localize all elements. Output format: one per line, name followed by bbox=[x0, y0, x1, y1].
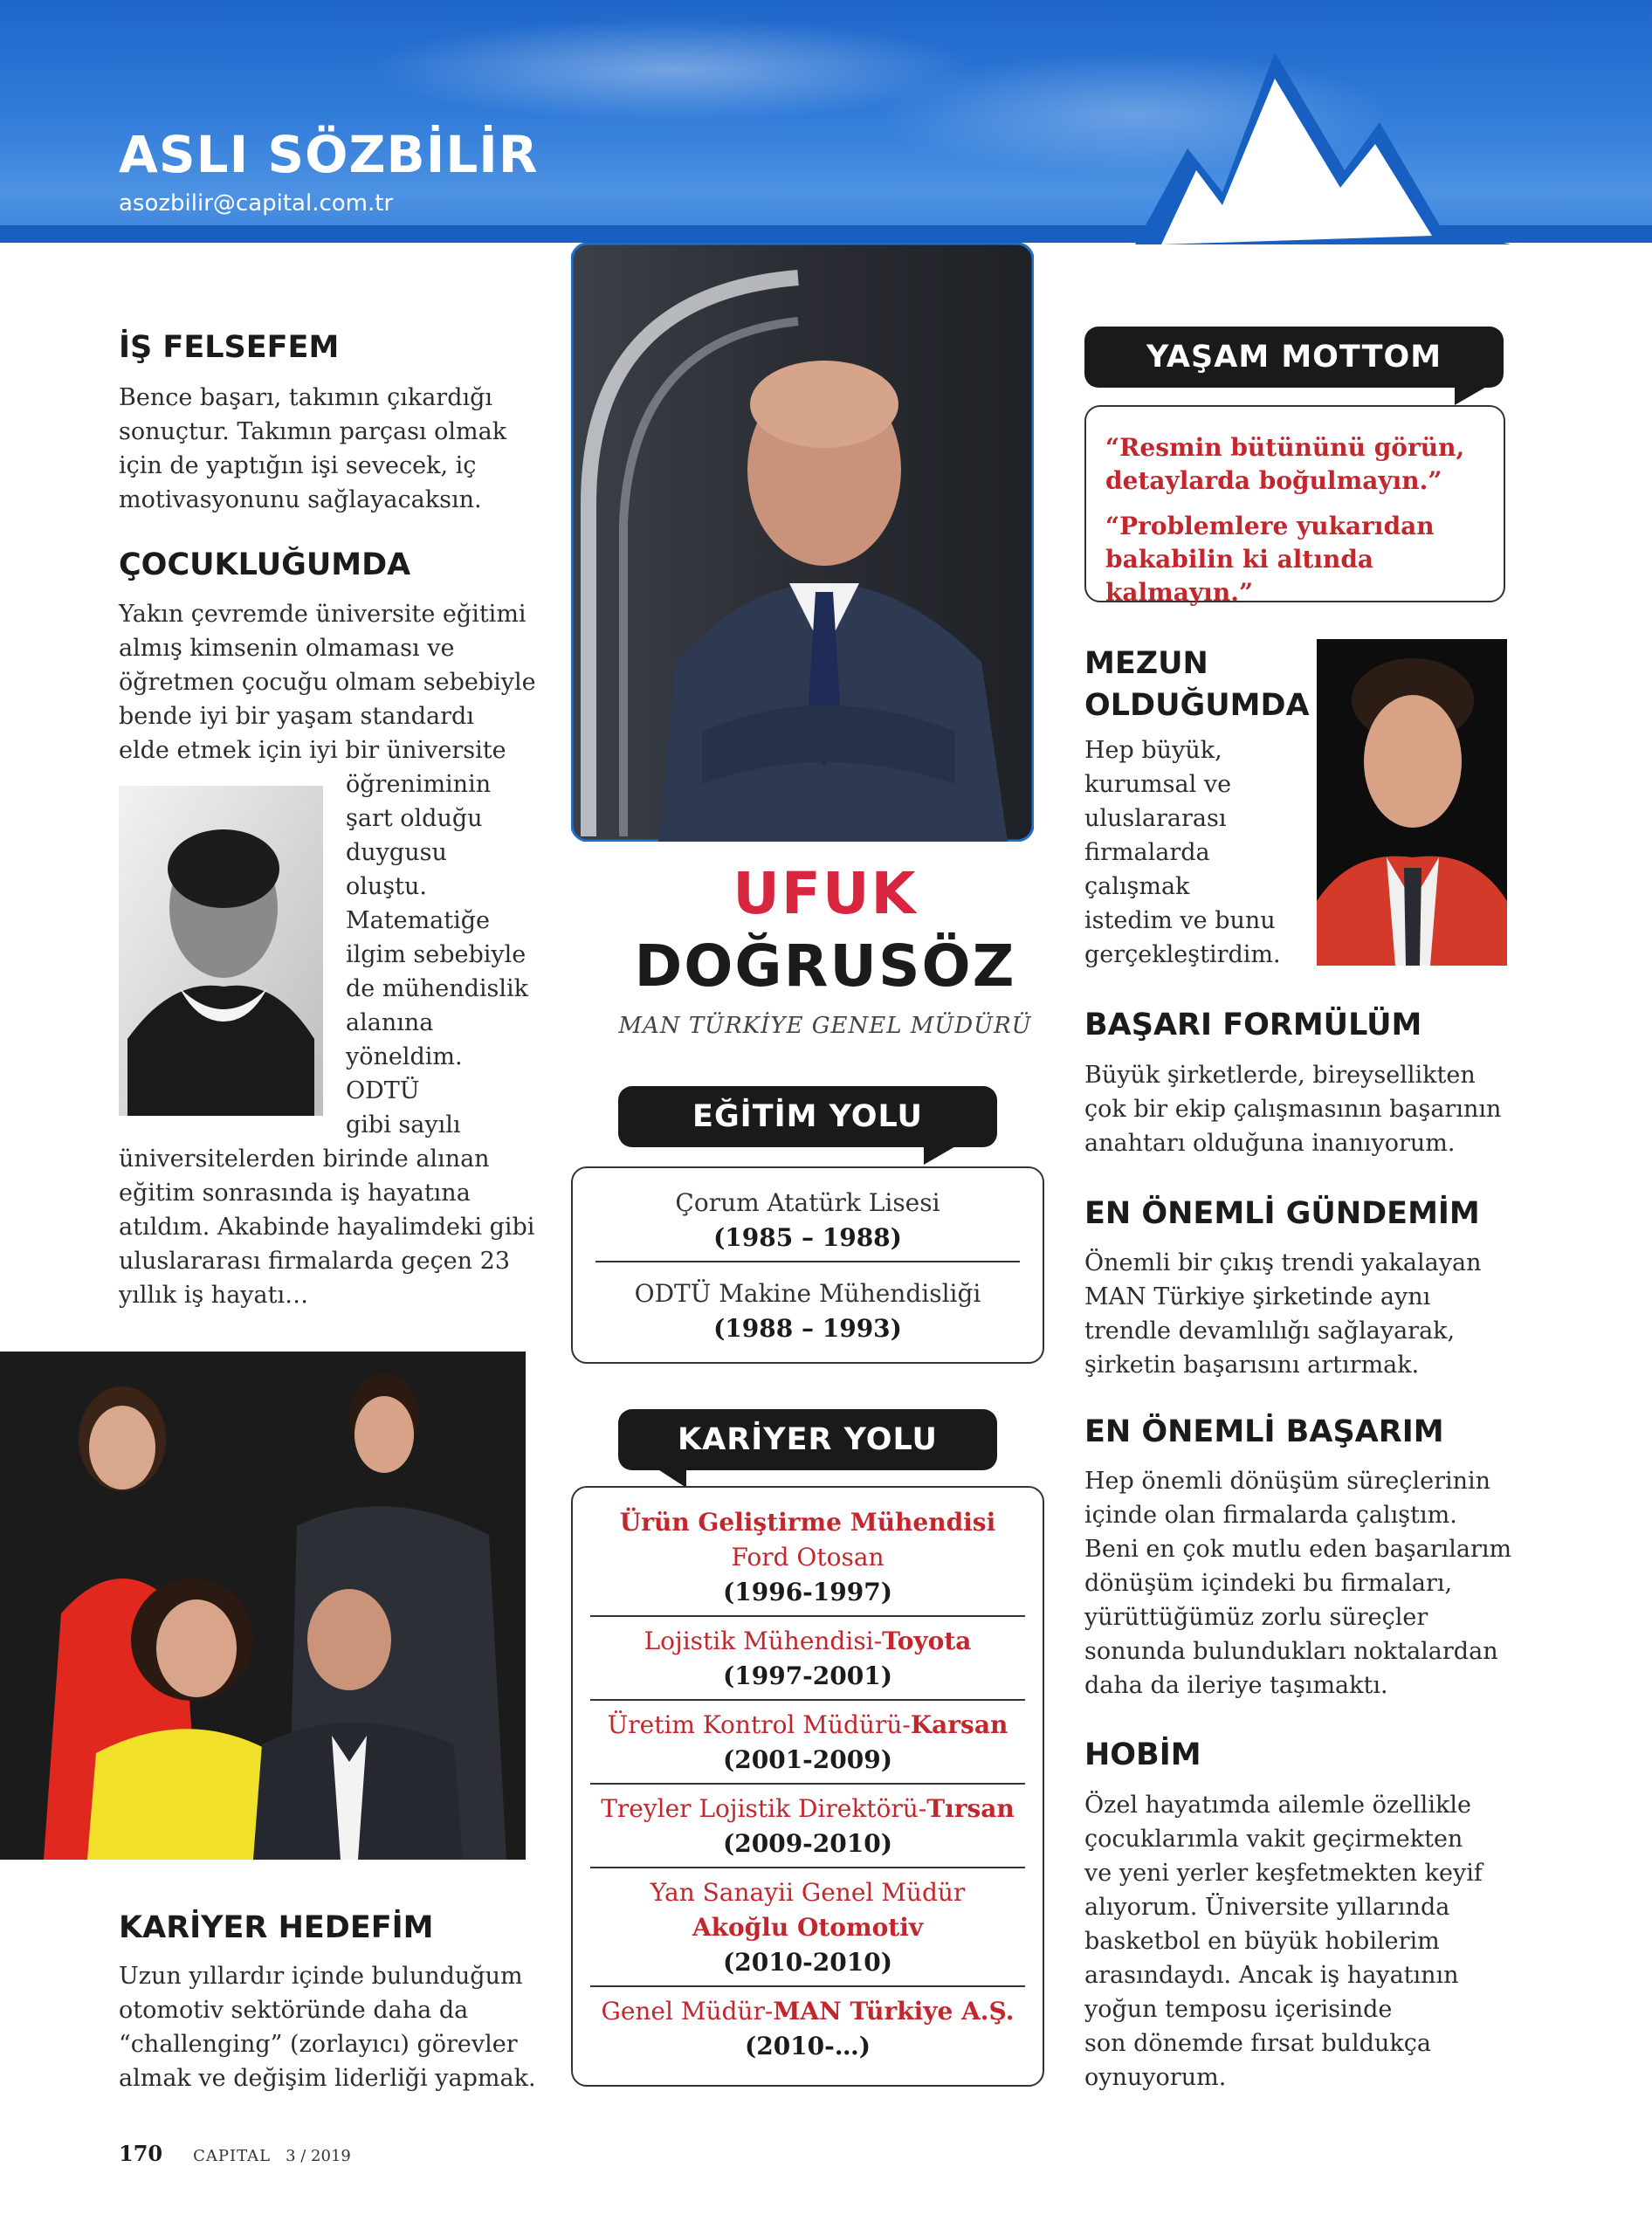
text-line: yöneldim. bbox=[346, 1043, 463, 1070]
career-years: (1996-1997) bbox=[723, 1578, 892, 1606]
kariyer-yolu-title: KARİYER YOLU bbox=[618, 1409, 997, 1470]
career-title: Yan Sanayii Genel Müdür bbox=[650, 1878, 966, 1907]
section-heading-basarim: EN ÖNEMLİ BAŞARIM bbox=[1084, 1414, 1444, 1449]
quote-line: “Problemlere yukarıdan bbox=[1105, 512, 1435, 540]
text-line: kurumsal ve bbox=[1084, 771, 1232, 798]
heading-line: MEZUN bbox=[1084, 646, 1208, 681]
cocuklugumda-text-top bbox=[119, 597, 538, 767]
education-item bbox=[573, 1186, 1043, 1255]
text-line: firmalarda bbox=[1084, 839, 1210, 866]
text-line: ilgim sebebiyle bbox=[346, 941, 527, 968]
text-line: şart olduğu bbox=[346, 805, 483, 832]
text-line: alanına bbox=[346, 1009, 434, 1036]
page-number: 170 bbox=[119, 2141, 163, 2166]
heading-line: OLDUĞUMDA bbox=[1084, 688, 1310, 723]
career-years: (2001-2009) bbox=[723, 1745, 892, 1774]
career-title: Treyler Lojistik Direktörü- bbox=[601, 1794, 927, 1823]
text-line: uluslararası bbox=[1084, 805, 1227, 832]
text-line: çalışmak bbox=[1084, 873, 1190, 900]
issue-number: 3 / 2019 bbox=[286, 2147, 351, 2165]
career-title: Genel Müdür- bbox=[601, 1997, 774, 2026]
school-years: (1985 – 1988) bbox=[713, 1223, 902, 1252]
text-line: Büyük şirketlerde, bireysellikten bbox=[1084, 1062, 1476, 1089]
egitim-box bbox=[571, 1166, 1044, 1364]
text-line: Bence başarı, takımın çıkardığı bbox=[119, 384, 493, 411]
basari-formulum-text bbox=[1084, 1058, 1521, 1160]
mountain-logo-icon bbox=[1135, 17, 1511, 244]
motto-quote-1 bbox=[1105, 431, 1490, 498]
family-photo bbox=[0, 1352, 526, 1860]
quote-line: detaylarda boğulmayın.” bbox=[1105, 466, 1442, 495]
text-line: anahtarı olduğuna inanıyorum. bbox=[1084, 1130, 1456, 1157]
text-line: gerçekleştirdim. bbox=[1084, 941, 1281, 968]
person-first-name: UFUK bbox=[733, 860, 918, 927]
text-line: Hep büyük, bbox=[1084, 737, 1222, 764]
career-item bbox=[573, 1994, 1043, 2064]
quote-line: bakabilin ki altında kalmayın.” bbox=[1105, 545, 1374, 607]
text-line: bende iyi bir yaşam standardı bbox=[119, 703, 474, 730]
text-line: elde etmek için iyi bir üniversite bbox=[119, 737, 506, 764]
career-item bbox=[573, 1875, 1043, 1980]
text-line: uluslararası firmalarda geçen 23 bbox=[119, 1248, 510, 1275]
text-line: almış kimsenin olmaması ve bbox=[119, 635, 455, 662]
person-last-name: DOĞRUSÖZ bbox=[634, 932, 1016, 1000]
divider bbox=[590, 1615, 1025, 1617]
career-company: Tırsan bbox=[926, 1794, 1015, 1823]
text-line: Uzun yıllardır içinde bulunduğum bbox=[119, 1963, 523, 1990]
text-line: Beni en çok mutlu eden başarılarım bbox=[1084, 1536, 1512, 1563]
text-line: “challenging” (zorlayıcı) görevler bbox=[119, 2031, 518, 2058]
career-company: Akoğlu Otomotiv bbox=[692, 1913, 924, 1942]
person-role: MAN TÜRKİYE GENEL MÜDÜRÜ bbox=[618, 1013, 1032, 1039]
hobim-text bbox=[1084, 1788, 1521, 2095]
career-item bbox=[573, 1505, 1043, 1610]
text-line: Yakın çevremde üniversite eğitimi bbox=[119, 601, 527, 628]
basarim-text bbox=[1084, 1464, 1521, 1703]
text-line: eğitim sonrasında iş hayatına bbox=[119, 1180, 471, 1207]
author-name: ASLI SÖZBİLİR bbox=[119, 125, 539, 184]
text-line: almak ve değişim liderliği yapmak. bbox=[119, 2065, 536, 2092]
childhood-photo bbox=[119, 786, 323, 1116]
career-years: (1997-2001) bbox=[723, 1661, 892, 1690]
text-line: arasındaydı. Ancak iş hayatının bbox=[1084, 1962, 1459, 1989]
career-title: Üretim Kontrol Müdürü- bbox=[607, 1710, 911, 1739]
divider bbox=[595, 1261, 1020, 1262]
career-years: (2010-2010) bbox=[723, 1948, 892, 1977]
bubble-tail bbox=[657, 1469, 686, 1488]
career-company: Toyota bbox=[882, 1627, 972, 1655]
bubble-tail bbox=[924, 1145, 957, 1165]
divider bbox=[590, 1867, 1025, 1868]
text-line: oluştu. bbox=[346, 873, 427, 900]
text-line: Önemli bir çıkış trendi yakalayan bbox=[1084, 1249, 1482, 1276]
school-name: ODTÜ Makine Mühendisliği bbox=[634, 1279, 981, 1308]
text-line: sonuçtur. Takımın parçası olmak bbox=[119, 418, 507, 445]
gundem-text bbox=[1084, 1246, 1521, 1382]
section-heading-is-felsefem: İŞ FELSEFEM bbox=[119, 330, 340, 365]
text-line: alıyorum. Üniversite yıllarında bbox=[1084, 1894, 1450, 1921]
graduation-photo bbox=[1317, 639, 1507, 966]
mezun-text bbox=[1084, 733, 1303, 972]
section-heading-basari-formulum: BAŞARI FORMÜLÜM bbox=[1084, 1008, 1422, 1042]
text-line: yıllık iş hayatı… bbox=[119, 1282, 309, 1309]
text-line: MAN Türkiye şirketinde aynı bbox=[1084, 1283, 1431, 1310]
text-line: üniversitelerden birinde alınan bbox=[119, 1145, 490, 1173]
motto-box bbox=[1084, 405, 1505, 607]
text-line: son dönemde fırsat buldukça bbox=[1084, 2030, 1431, 2057]
divider bbox=[590, 1985, 1025, 1987]
career-years: (2010-…) bbox=[744, 2032, 871, 2060]
section-heading-cocuklugumda: ÇOCUKLUĞUMDA bbox=[119, 547, 411, 582]
text-line: çocuklarımla vakit geçirmekten bbox=[1084, 1826, 1463, 1853]
text-line: yürüttüğümüz zorlu süreçler bbox=[1084, 1604, 1428, 1631]
career-company: MAN Türkiye A.Ş. bbox=[773, 1997, 1015, 2026]
career-years: (2009-2010) bbox=[723, 1829, 892, 1858]
career-company: Karsan bbox=[910, 1710, 1008, 1739]
career-title: Lojistik Mühendisi- bbox=[644, 1627, 883, 1655]
page-footer bbox=[119, 2141, 351, 2166]
text-line: motivasyonunu sağlayacaksın. bbox=[119, 486, 482, 513]
text-line: Özel hayatımda ailemle özellikle bbox=[1084, 1792, 1471, 1819]
text-line: Matematiğe bbox=[346, 907, 491, 934]
cocuklugumda-text-bottom bbox=[119, 1142, 538, 1312]
career-company: Ford Otosan bbox=[731, 1543, 885, 1572]
text-line: öğretmen çocuğu olmam sebebiyle bbox=[119, 669, 536, 696]
text-line: çok bir ekip çalışmasının başarının bbox=[1084, 1096, 1502, 1123]
text-line: için de yaptığın işi sevecek, iç bbox=[119, 452, 477, 479]
school-name: Çorum Atatürk Lisesi bbox=[675, 1188, 940, 1217]
text-line: Hep önemli dönüşüm süreçlerinin bbox=[1084, 1468, 1491, 1495]
text-line: ODTÜ bbox=[346, 1077, 420, 1104]
text-line: basketbol en büyük hobilerim bbox=[1084, 1928, 1440, 1955]
career-item bbox=[573, 1624, 1043, 1694]
divider bbox=[590, 1783, 1025, 1785]
text-line: duygusu bbox=[346, 839, 447, 866]
cocuklugumda-text-narrow bbox=[346, 767, 538, 1142]
text-line: dönüşüm içindeki bu firmaları, bbox=[1084, 1570, 1453, 1597]
section-heading-hobim: HOBİM bbox=[1084, 1737, 1201, 1772]
text-line: otomotiv sektöründe daha da bbox=[119, 1997, 469, 2024]
motto-quote-2 bbox=[1105, 510, 1498, 609]
text-line: oynuyorum. bbox=[1084, 2064, 1227, 2091]
text-line: öğreniminin bbox=[346, 771, 492, 798]
text-line: istedim ve bunu bbox=[1084, 907, 1276, 934]
text-line: yoğun temposu içerisinde bbox=[1084, 1996, 1393, 2023]
career-item bbox=[573, 1792, 1043, 1861]
portrait-photo bbox=[571, 243, 1034, 842]
section-heading-kariyer-hedefim: KARİYER HEDEFİM bbox=[119, 1910, 434, 1945]
text-line: de mühendislik bbox=[346, 975, 528, 1002]
yasam-mottom-title: YAŞAM MOTTOM bbox=[1084, 327, 1504, 388]
education-item bbox=[573, 1276, 1043, 1346]
career-title: Ürün Geliştirme Mühendisi bbox=[619, 1508, 996, 1537]
divider bbox=[590, 1699, 1025, 1701]
text-line: daha da ileriye taşımaktı. bbox=[1084, 1672, 1388, 1699]
kariyer-hedefim-text bbox=[119, 1959, 538, 2095]
text-line: sonunda bulundukları noktalardan bbox=[1084, 1638, 1498, 1665]
section-heading-gundem: EN ÖNEMLİ GÜNDEMİM bbox=[1084, 1196, 1480, 1231]
author-email[interactable]: asozbilir@capital.com.tr bbox=[119, 190, 394, 217]
quote-line: “Resmin bütününü görün, bbox=[1105, 433, 1465, 462]
section-heading-mezun bbox=[1084, 643, 1310, 726]
text-line: gibi sayılı bbox=[346, 1111, 461, 1138]
egitim-yolu-title: EĞİTİM YOLU bbox=[618, 1086, 997, 1147]
text-line: atıldım. Akabinde hayalimdeki gibi bbox=[119, 1214, 535, 1241]
text-line: içinde olan firmalarda çalıştım. bbox=[1084, 1502, 1457, 1529]
kariyer-box bbox=[571, 1486, 1044, 2087]
career-item bbox=[573, 1708, 1043, 1778]
text-line: trendle devamlılığı sağlayarak, bbox=[1084, 1317, 1456, 1345]
is-felsefem-text bbox=[119, 381, 529, 517]
school-years: (1988 – 1993) bbox=[713, 1314, 902, 1343]
text-line: şirketin başarısını artırmak. bbox=[1084, 1352, 1420, 1379]
bubble-tail bbox=[1455, 386, 1488, 405]
magazine-name: CAPITAL bbox=[193, 2147, 272, 2165]
text-line: ve yeni yerler keşfetmekten keyif bbox=[1084, 1860, 1483, 1887]
